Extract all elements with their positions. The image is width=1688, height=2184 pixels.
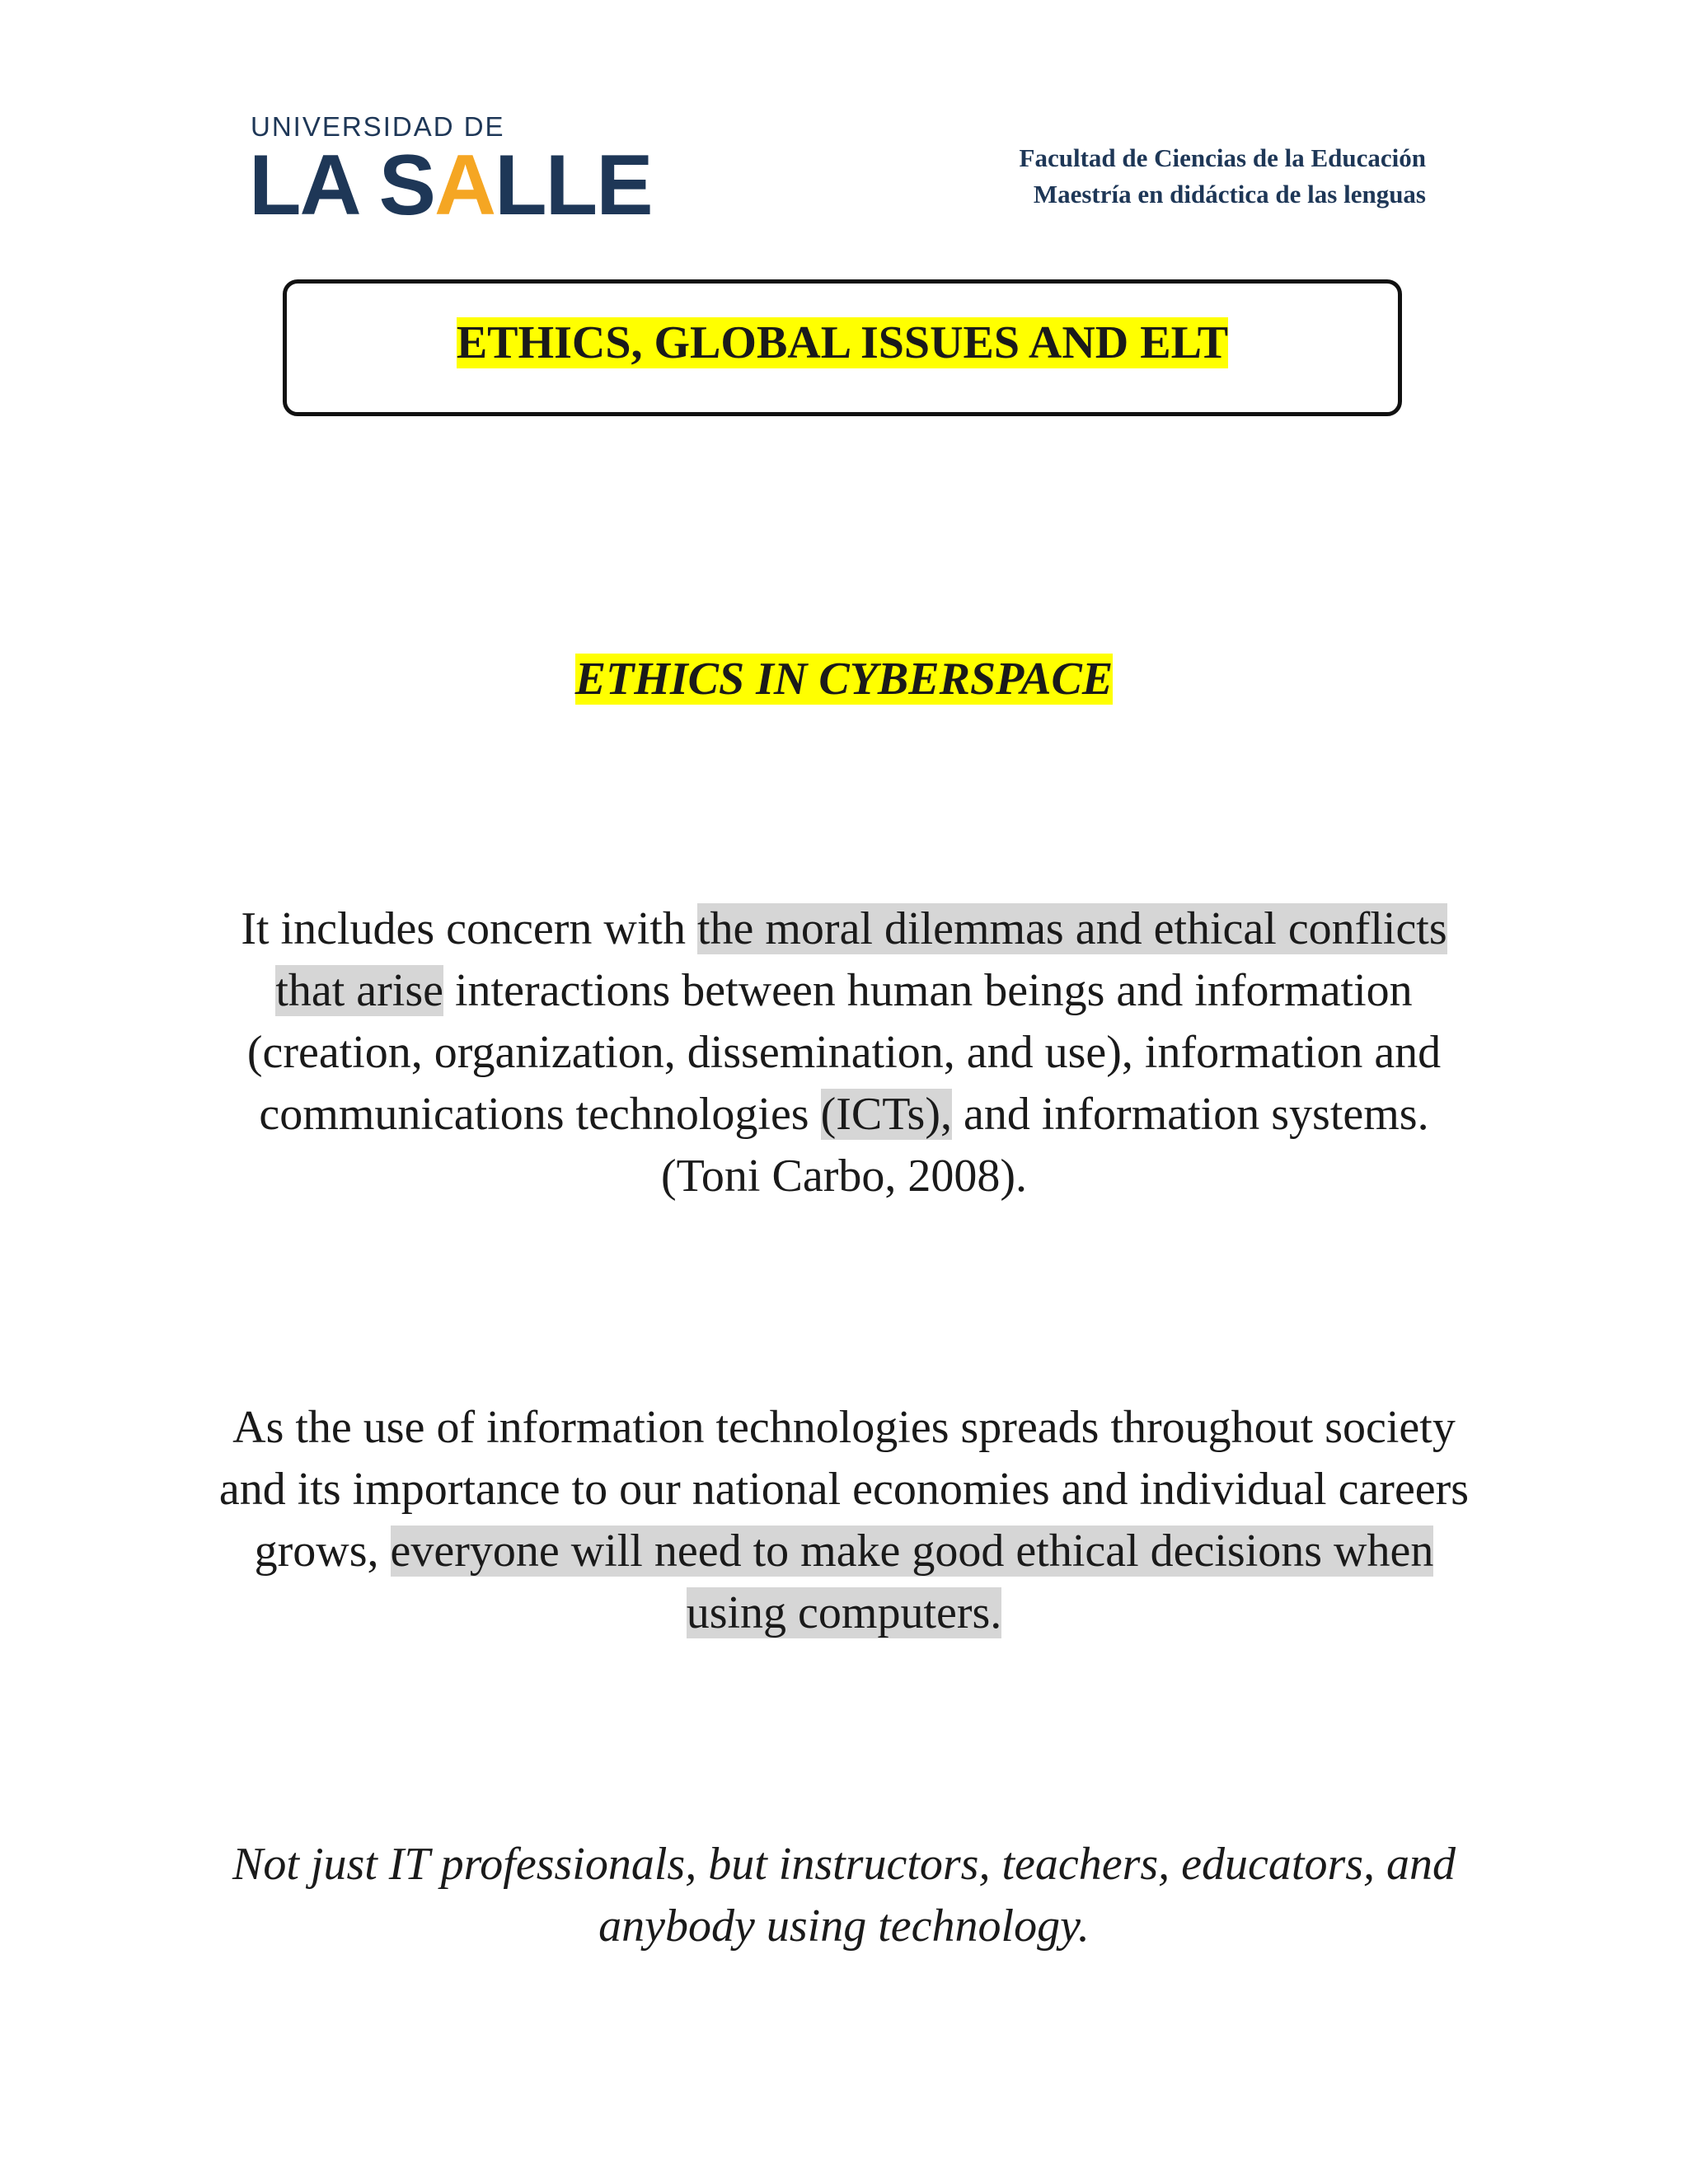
faculty-info bbox=[1020, 140, 1426, 213]
document-title-text: ETHICS, GLOBAL ISSUES AND ELT bbox=[456, 317, 1229, 368]
logo-wordmark bbox=[249, 138, 652, 233]
p1-text-after: and information systems. (Toni Carbo, 2008). bbox=[660, 1089, 1429, 1202]
program-name: Maestría en didáctica de las lenguas bbox=[1033, 180, 1426, 209]
title-box bbox=[283, 279, 1402, 416]
closing-paragraph: Not just IT professionals, but instructors, teachers, educators, and anybody using technology. bbox=[232, 1839, 1456, 1952]
logo-wordmark-accent: A bbox=[434, 138, 495, 233]
logo-top-text: UNIVERSIDAD DE bbox=[251, 111, 505, 142]
logo-wordmark-part2: LLE bbox=[495, 138, 652, 233]
page-header bbox=[0, 0, 1688, 247]
importance-paragraph bbox=[214, 1397, 1474, 1644]
p2-text-before: As the use of information technologies spreads throughout society and its importance to our national economies and individual careers grows, bbox=[218, 1402, 1470, 1577]
logo-wordmark-part1: LA S bbox=[249, 138, 435, 233]
p1-highlight-icts: (ICTs), bbox=[820, 1089, 952, 1140]
p1-text-middle: interactions between human beings and information (creation, organization, dissemination, and use), information and communications technologies bbox=[246, 965, 1442, 1140]
section-subtitle bbox=[0, 651, 1688, 707]
p2-highlight-ethical-decisions: everyone will need to make good ethical decisions when using computers. bbox=[390, 1526, 1434, 1638]
p1-highlight-moral-dilemmas: the moral dilemmas and ethical conflicts that arise bbox=[275, 903, 1447, 1016]
faculty-name: Facultad de Ciencias de la Educación bbox=[1019, 143, 1426, 172]
definition-paragraph bbox=[214, 898, 1474, 1207]
section-subtitle-text: ETHICS IN CYBERSPACE bbox=[574, 654, 1114, 705]
document-title bbox=[287, 316, 1398, 369]
p1-text-before: It includes concern with bbox=[241, 903, 697, 954]
university-logo bbox=[249, 111, 652, 233]
